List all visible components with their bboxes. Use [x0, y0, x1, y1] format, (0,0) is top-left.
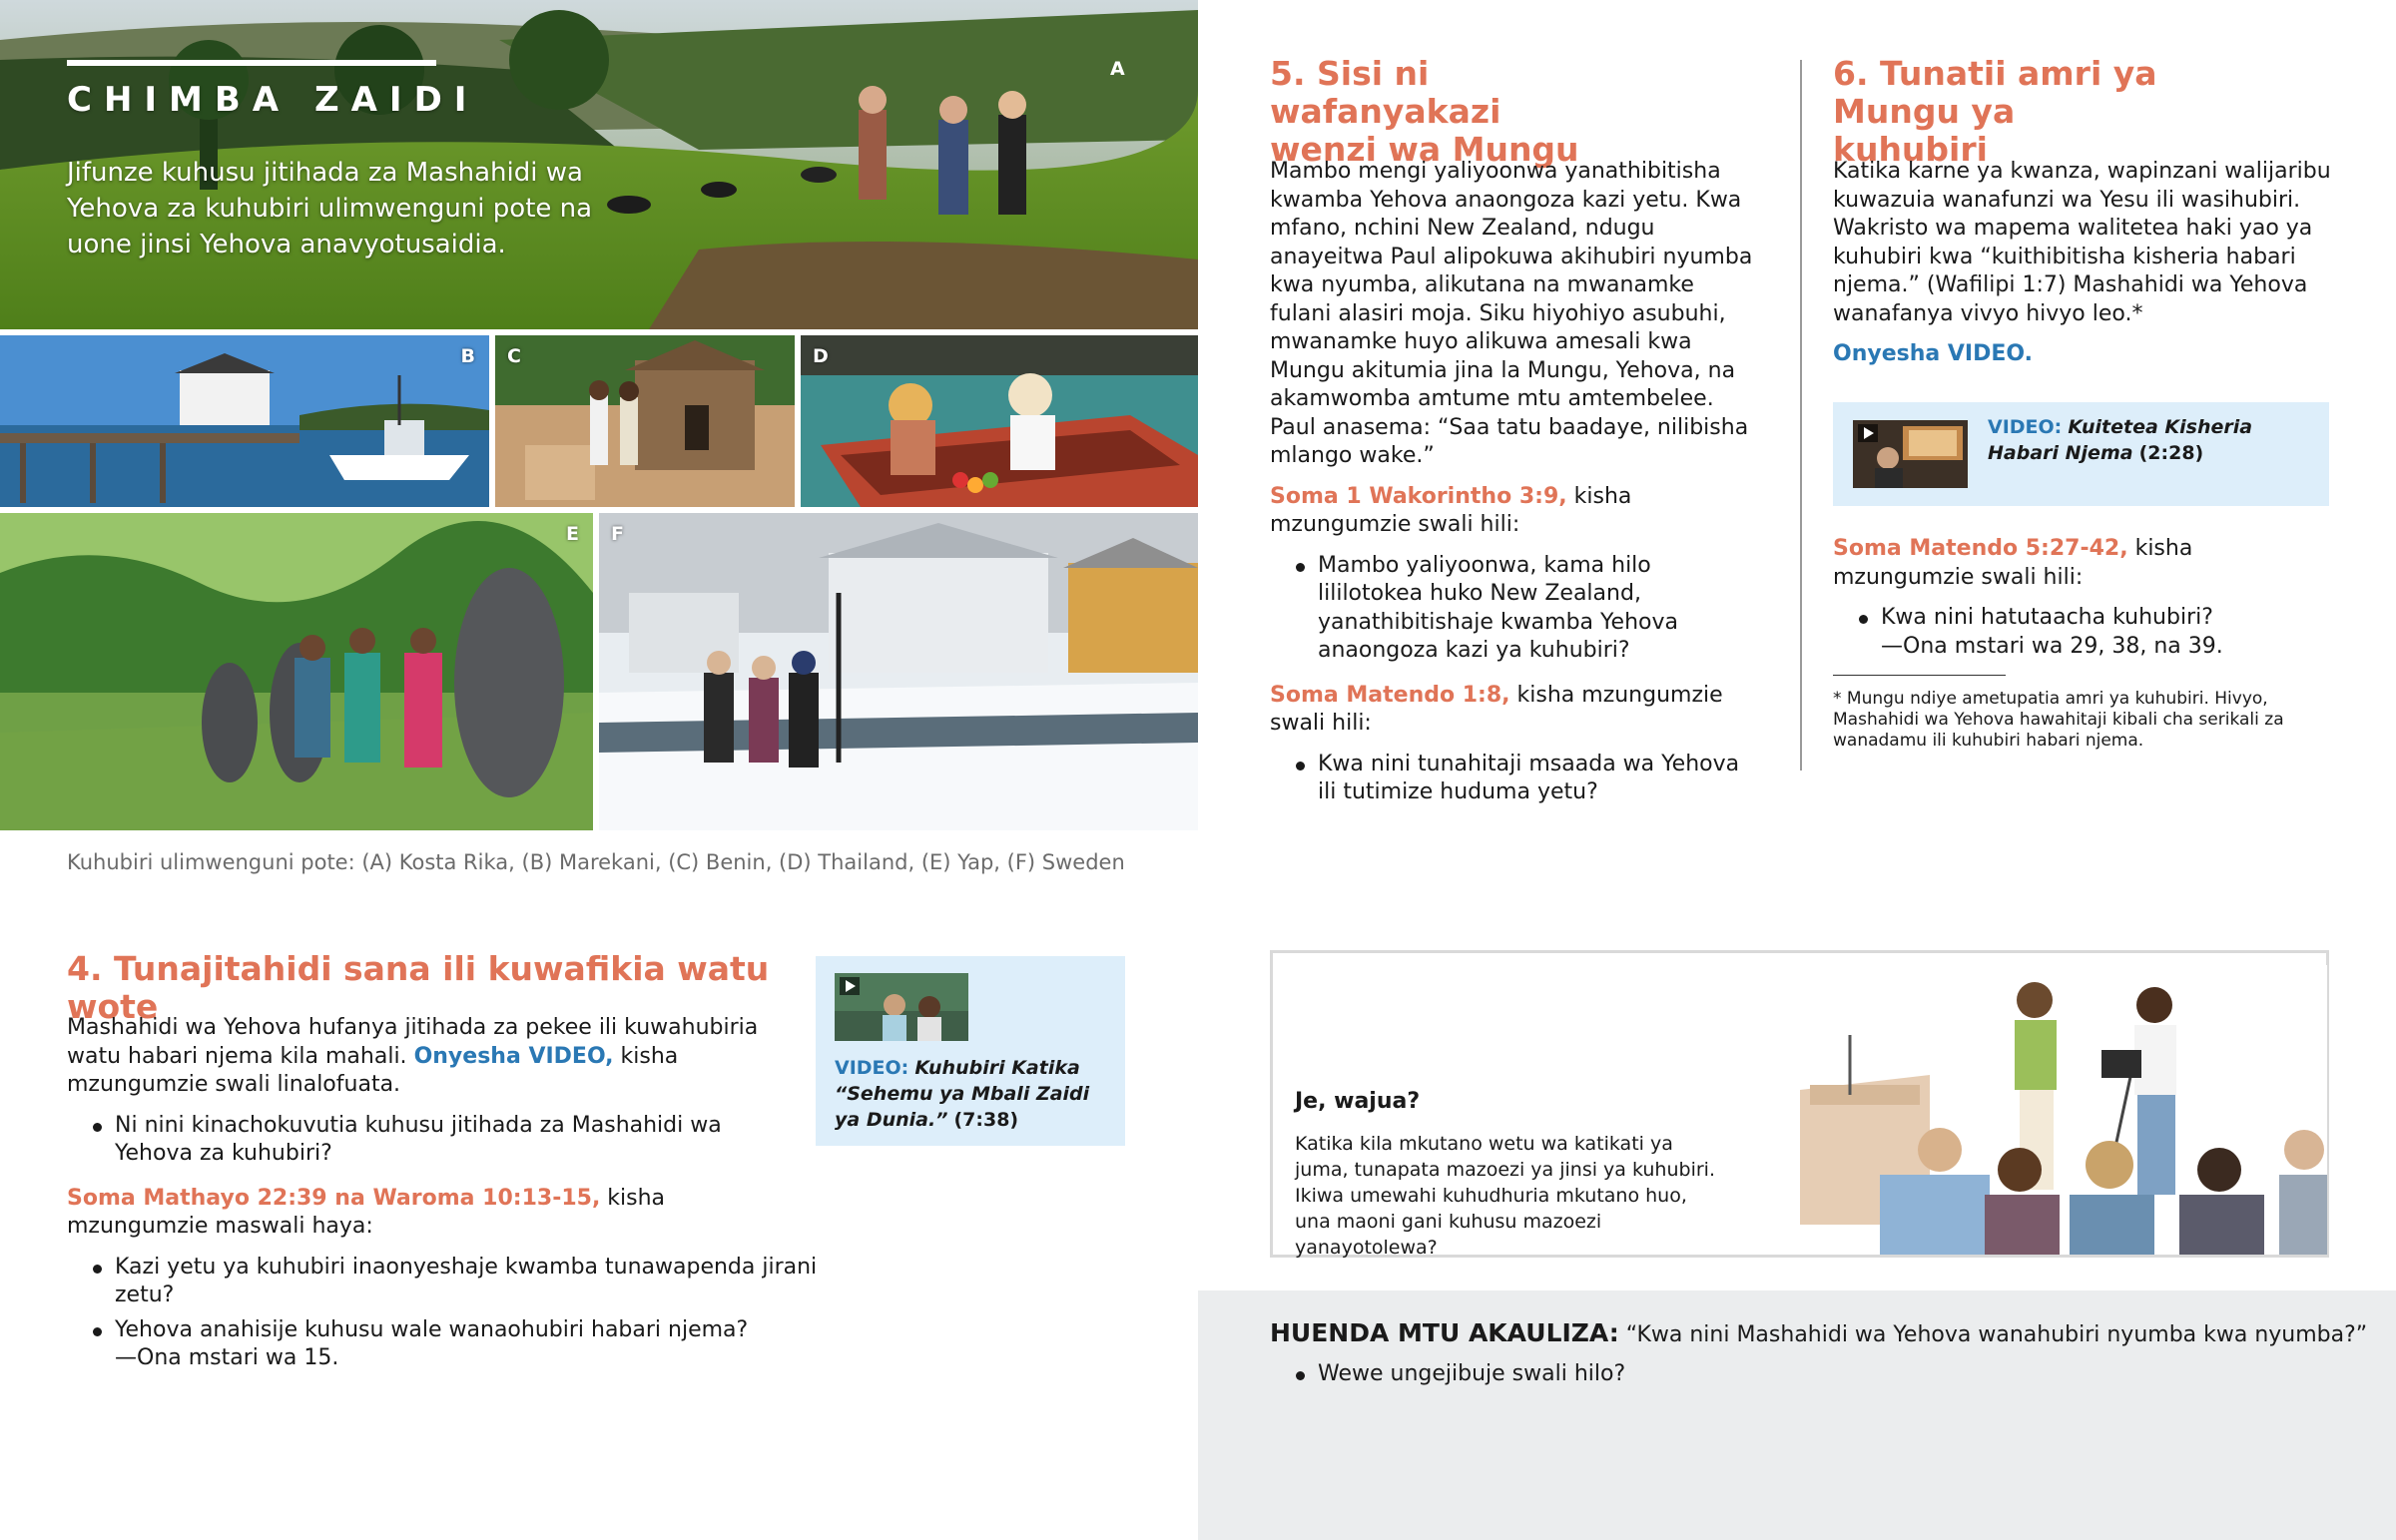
video-label: VIDEO:: [1988, 416, 2063, 438]
scripture-reference[interactable]: Soma Matendo 5:27-42,: [1833, 536, 2128, 561]
question-item: Wewe ungejibuje swali hilo?: [1270, 1360, 2168, 1388]
section-6-body: [1833, 158, 2332, 369]
section-5-read-1-end: kisha mzungumzie swali hili:: [1270, 483, 1632, 537]
section-5-read-2-end: kisha mzungumzie swali hili:: [1270, 682, 1723, 736]
someone-asks-line: [1270, 1318, 2368, 1347]
video-caption: [835, 1055, 1104, 1133]
benin-image: [495, 335, 795, 507]
someone-asks-label: HUENDA MTU AKAULIZA:: [1270, 1318, 1619, 1347]
hero-text: Jifunze kuhusu jitihada za Mashahidi wa Yehova za kuhubiri ulimwenguni pote na uone jinsi Yehova anavyotusaidia.: [67, 158, 593, 259]
video-duration: (2:28): [2138, 442, 2204, 464]
question-text: Yehova anahisije kuhusu wale wanaohubiri habari njema?: [115, 1316, 749, 1342]
section-6-paragraph: Katika karne ya kwanza, wapinzani walijaribu kuwazuia wanafunzi wa Yesu ili wasihubiri. Wakristo wa mapema walitetea haki yao ya kuhubiri kwa “kuithibitisha kisheria habari njema.” (Wafilipi 1:7) Mashahidi wa Yehova wanafanya vivyo hivyo leo.*: [1833, 159, 2331, 326]
did-you-know-text: Katika kila mkutano wetu wa katikati ya juma, tunapata mazoezi ya jinsi ya kuhubiri. Ikiwa umewahi kuhudhuria mkutano huo, una maoni gani kuhusu mazoezi yanayotolewa?: [1295, 1133, 1715, 1259]
someone-asks-questions: [1270, 1360, 2168, 1388]
question-item: Mambo yaliyoonwa, kama hilo lililotokea huko New Zealand, yanathibitishaje kwamba Yehova anaongoza kazi ya kuhubiri?: [1270, 552, 1759, 666]
video-box-section-4[interactable]: [816, 956, 1125, 1146]
hero-rule: [67, 60, 436, 66]
photo-usa: [0, 335, 489, 507]
yap-image: [0, 513, 593, 830]
scripture-reference[interactable]: Soma Mathayo 22:39 na Waroma 10:13-15,: [67, 1185, 601, 1211]
photo-sweden: [599, 513, 1198, 830]
section-6-read-end: kisha mzungumzie swali hili:: [1833, 536, 2193, 590]
video-label: VIDEO:: [835, 1057, 909, 1079]
usa-image: [0, 335, 489, 507]
section-5-paragraph: Mambo mengi yaliyoonwa yanathibitisha kwamba Yehova anaongoza kazi yetu. Kwa mfano, nchini New Zealand, ndugu anayeitwa Paul alipokuwa akihubiri nyumba kwa nyumba, alikutana na mwanamke fulani alasiri moja. Siku hiyohiyo asubuhi, mwanamke huyo alikuwa amesali kwa Mungu akitumia jina la Mungu, Yehova, na akamwomba amtume mtu amtembelee. Paul anasema: “Saa tatu baadaye, nilibisha mlango wake.”: [1270, 159, 1753, 468]
play-icon[interactable]: [1858, 424, 1878, 442]
question-item: Kazi yetu ya kuhubiri inaonyeshaje kwamba tunawapenda jirani zetu?: [67, 1254, 836, 1310]
footnote-rule: [1833, 675, 2006, 676]
question-text: Kwa nini hatutaacha kuhubiri?: [1881, 605, 2213, 630]
meeting-image: [1780, 965, 2327, 1255]
section-5-questions-1: [1270, 552, 1759, 666]
photo-thailand: [801, 335, 1198, 507]
video-box-section-6[interactable]: [1833, 402, 2329, 506]
show-video-link[interactable]: Onyesha VIDEO,: [413, 1043, 614, 1069]
photo-tag-b: B: [460, 345, 475, 367]
did-you-know-box: [1270, 950, 2329, 1258]
sweden-image: [599, 513, 1198, 830]
section-6-show-video: [1833, 340, 2332, 369]
section-6-body-2: [1833, 535, 2332, 661]
section-6-heading: 6. Tunatii amri ya Mungu ya kuhubiri: [1833, 54, 2157, 169]
section-5-read-1: [1270, 483, 1759, 540]
video-title[interactable]: Kuitetea Kisheria Habari Njema: [1988, 416, 2253, 464]
photo-yap: [0, 513, 593, 830]
section-5-heading: 5. Sisi ni wafanyakazi wenzi wa Mungu: [1270, 54, 1579, 169]
footnote: * Mungu ndiye ametupatia amri ya kuhubiri. Hivyo, Mashahidi wa Yehova hawahitaji kibali cha serikali za wanadamu ili kuhubiri habari njema.: [1833, 689, 2284, 751]
section-4-body: [67, 1014, 818, 1373]
section-4-intro-end: kisha mzungumzie swali linalofuata.: [67, 1043, 679, 1097]
video-duration: (7:38): [953, 1109, 1019, 1131]
meeting-illustration: [1780, 965, 2327, 1255]
question-note: —Ona mstari wa 15.: [115, 1345, 339, 1370]
photo-caption: Kuhubiri ulimwenguni pote: (A) Kosta Rika, (B) Marekani, (C) Benin, (D) Thailand, (E) Yap, (F) Sweden: [67, 850, 1125, 874]
section-4-intro-text: Mashahidi wa Yehova hufanya jitihada za pekee ili kuwahubiria watu habari njema kila mahali.: [67, 1015, 759, 1069]
question-item: [1833, 604, 2332, 661]
photo-tag-e: E: [566, 523, 579, 545]
photo-tag-a: A: [1110, 58, 1125, 80]
someone-asks-panel: [1198, 1290, 2396, 1540]
section-4-heading: 4. Tunajitahidi sana ili kuwafikia watu wote: [67, 949, 770, 1026]
section-5-questions-2: [1270, 751, 1759, 807]
column-divider: [1800, 60, 1802, 770]
photo-benin: [495, 335, 795, 507]
question-item: [67, 1316, 836, 1373]
scripture-reference[interactable]: Soma Matendo 1:8,: [1270, 682, 1510, 708]
video-caption: [1988, 414, 2307, 466]
section-5-body: [1270, 158, 1759, 807]
section-6-read: [1833, 535, 2332, 592]
thailand-image: [801, 335, 1198, 507]
section-5-read-2: [1270, 682, 1759, 739]
video-title[interactable]: Kuhubiri Katika “Sehemu ya Mbali Zaidi ya Dunia.”: [835, 1057, 1090, 1131]
show-video-link[interactable]: Onyesha VIDEO.: [1833, 341, 2033, 366]
photo-tag-d: D: [813, 345, 829, 367]
play-icon[interactable]: [840, 977, 860, 995]
photo-tag-f: F: [611, 523, 624, 545]
section-4-questions-2: [67, 1254, 836, 1373]
section-4-intro: [67, 1014, 766, 1100]
section-6-questions: [1833, 604, 2332, 661]
question-item: Kwa nini tunahitaji msaada wa Yehova ili tutimize huduma yetu?: [1270, 751, 1759, 807]
section-4-questions-1: [67, 1112, 766, 1169]
video-thumbnail[interactable]: [835, 973, 968, 1041]
question-item: Ni nini kinachokuvutia kuhusu jitihada za Mashahidi wa Yehova za kuhubiri?: [67, 1112, 766, 1169]
section-4-read: [67, 1185, 766, 1242]
did-you-know-heading: Je, wajua?: [1295, 1089, 1421, 1114]
section-4-read-end: kisha mzungumzie maswali haya:: [67, 1185, 666, 1239]
photo-tag-c: C: [507, 345, 521, 367]
hero-title: CHIMBA ZAIDI: [67, 80, 479, 120]
video-thumbnail[interactable]: [1853, 420, 1968, 488]
someone-asks-question: “Kwa nini Mashahidi wa Yehova wanahubiri nyumba kwa nyumba?”: [1625, 1322, 2368, 1347]
scripture-reference[interactable]: Soma 1 Wakorintho 3:9,: [1270, 483, 1567, 509]
question-note: —Ona mstari wa 29, 38, na 39.: [1881, 633, 2223, 659]
